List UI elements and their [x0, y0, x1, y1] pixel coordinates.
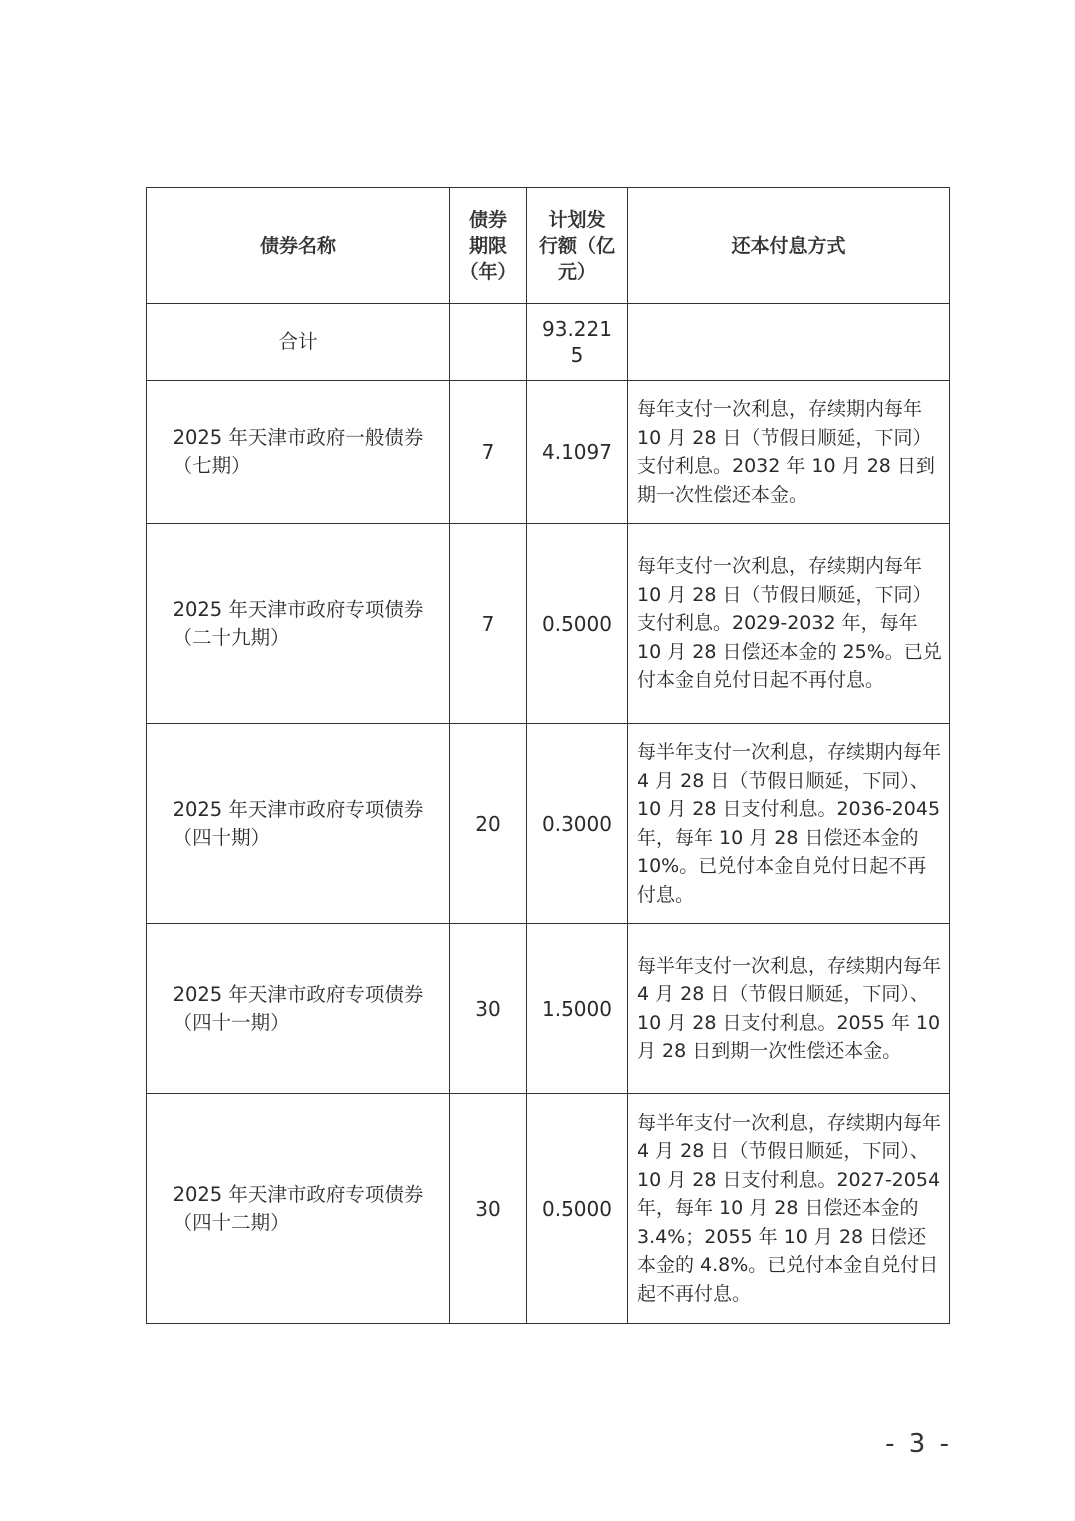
page-number: - 3 -	[885, 1429, 952, 1459]
header-amount-line: 元）	[557, 260, 596, 283]
header-repayment: 还本付息方式	[628, 188, 950, 304]
total-repayment	[628, 304, 950, 381]
total-label: 合计	[147, 304, 450, 381]
bond-amount: 1.5000	[527, 924, 628, 1094]
bond-amount: 0.3000	[527, 724, 628, 924]
bond-amount: 0.5000	[527, 1094, 628, 1324]
bond-repayment: 每年支付一次利息，存续期内每年 10 月 28 日（节假日顺延，下同）支付利息。2032 年 10 月 28 日到期一次性偿还本金。	[628, 381, 950, 524]
header-row	[147, 188, 950, 304]
bond-repayment: 每年支付一次利息，存续期内每年 10 月 28 日（节假日顺延，下同）支付利息。2029-2032 年，每年 10 月 28 日偿还本金的 25%。已兑付本金自兑付日起不再付息。	[628, 524, 950, 724]
header-term-line: 债券	[468, 208, 507, 231]
bond-name-line: 2025 年天津市政府专项债券	[172, 982, 424, 1006]
table-row	[147, 924, 950, 1094]
total-amount	[527, 304, 628, 381]
bond-term: 7	[450, 381, 527, 524]
bond-repayment: 每半年支付一次利息，存续期内每年 4 月 28 日（节假日顺延，下同）、10 月 28 日支付利息。2055 年 10 月 28 日到期一次性偿还本金。	[628, 924, 950, 1094]
bond-name	[147, 1094, 450, 1324]
header-amount	[527, 188, 628, 304]
bond-amount: 0.5000	[527, 524, 628, 724]
header-amount-line: 计划发	[548, 208, 606, 231]
bond-term: 7	[450, 524, 527, 724]
bond-repayment: 每半年支付一次利息，存续期内每年 4 月 28 日（节假日顺延，下同）、10 月 28 日支付利息。2036-2045 年，每年 10 月 28 日偿还本金的 10%。已兑付本金自兑付日起不再付息。	[628, 724, 950, 924]
table-row	[147, 524, 950, 724]
bond-name-line: （二十九期）	[172, 625, 290, 649]
total-term	[450, 304, 527, 381]
bond-name-line: 2025 年天津市政府专项债券	[172, 1182, 424, 1206]
header-term-line: 期限	[468, 234, 507, 257]
header-term	[450, 188, 527, 304]
bond-name-line: （四十一期）	[172, 1010, 290, 1034]
bond-term: 30	[450, 1094, 527, 1324]
header-amount-line: 行额（亿	[538, 234, 615, 257]
bond-name	[147, 924, 450, 1094]
bond-name	[147, 524, 450, 724]
total-row	[147, 304, 950, 381]
bond-table	[146, 187, 950, 1324]
bond-name-line: 2025 年天津市政府专项债券	[172, 797, 424, 821]
bond-name	[147, 724, 450, 924]
table-row	[147, 381, 950, 524]
table-row	[147, 1094, 950, 1324]
bond-name-line: （四十期）	[172, 825, 271, 849]
bond-name-line: 2025 年天津市政府一般债券	[172, 426, 424, 449]
header-term-line: （年）	[459, 260, 517, 283]
header-bond-name: 债券名称	[147, 188, 450, 304]
bond-name-line: （七期）	[172, 454, 251, 477]
bond-name-line: 2025 年天津市政府专项债券	[172, 597, 424, 621]
total-amount-line: 93.221	[542, 317, 612, 341]
table-row	[147, 724, 950, 924]
bond-name-line: （四十二期）	[172, 1210, 290, 1234]
bond-name	[147, 381, 450, 524]
bond-repayment: 每半年支付一次利息，存续期内每年 4 月 28 日（节假日顺延，下同）、10 月 28 日支付利息。2027-2054 年，每年 10 月 28 日偿还本金的 3.4%；2055 年 10 月 28 日偿还本金的 4.8%。已兑付本金自兑付日起不再付息。	[628, 1094, 950, 1324]
bond-term: 20	[450, 724, 527, 924]
total-amount-line: 5	[570, 343, 584, 367]
bond-amount: 4.1097	[527, 381, 628, 524]
bond-term: 30	[450, 924, 527, 1094]
